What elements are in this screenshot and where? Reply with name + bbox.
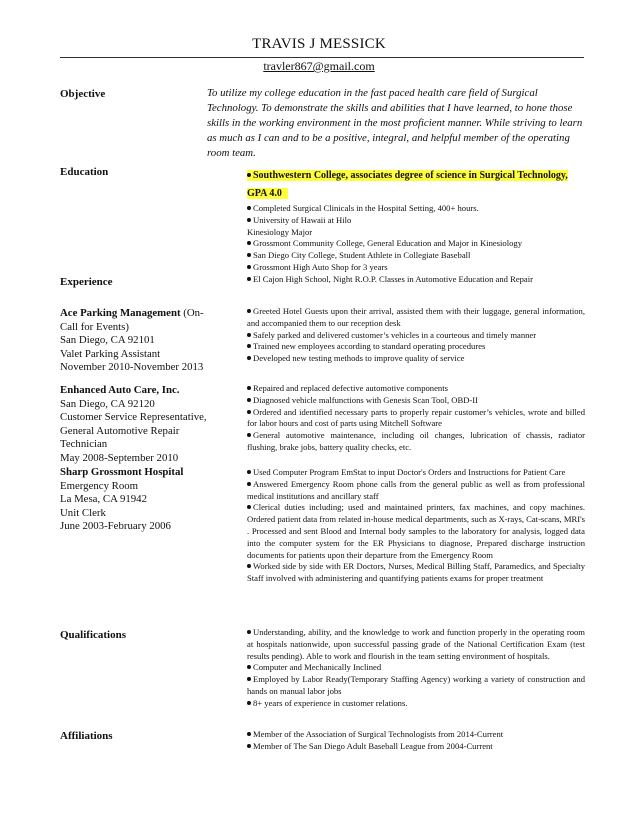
list-item: Grossmont Community College, General Education and Major in Kinesiology [247, 238, 585, 250]
objective-text: To utilize my college education in the fast paced health care field of Surgical Technology. To demonstrate the skills and abilities that I have learned, to hone those skills in the working environment in the most proficient manner. While striving to learn as much as I can and to be a positive, integral, and helpful member of the operating room team. [207, 87, 583, 159]
header-divider [60, 57, 584, 58]
bullet-icon [247, 309, 251, 313]
bullet-icon [247, 410, 251, 414]
bullet-icon [247, 398, 251, 402]
list-item: Ordered and identified necessary parts to properly repair customer’s vehicles, wrote and billed for labor hours and cost of parts using Mitchell Software [247, 406, 585, 429]
bullet-icon [247, 482, 251, 486]
list-item: Completed Surgical Clinicals in the Hospital Setting, 400+ hours. [247, 203, 585, 215]
highlight-text: Southwestern College, associates degree of science in Surgical Technology, GPA 4.0 [247, 170, 568, 199]
bullet-icon [247, 277, 251, 281]
list-item: Used Computer Program EmStat to input Doctor's Orders and Instructions for Patient Care [247, 467, 585, 479]
bullet-icon [247, 386, 251, 390]
company-name: Ace Parking Management [60, 307, 181, 319]
list-item: Answered Emergency Room phone calls from the general public as well as from professional medical institutions and ancillary staff [247, 478, 585, 501]
job-title: Unit Clerk [60, 506, 106, 519]
bullet-icon [247, 564, 251, 568]
company-name: Enhanced Auto Care, Inc. [60, 384, 180, 396]
experience-heading: Experience [60, 276, 113, 288]
job-enhanced-auto [60, 384, 210, 465]
job-sharp-duties [247, 467, 585, 585]
bullet-icon [247, 333, 251, 337]
list-item: Member of the Association of Surgical Technologists from 2014-Current [247, 729, 585, 741]
job-title: Valet Parking Assistant [60, 347, 161, 360]
job-ace-duties [247, 306, 585, 365]
job-sharp-grossmont [60, 466, 210, 534]
job-location: San Diego, CA 92101 [60, 334, 155, 346]
email-link[interactable]: travler867@gmail.com [263, 59, 375, 73]
bullet-icon [247, 433, 251, 437]
affiliations-heading: Affiliations [60, 730, 113, 742]
bullet-icon [247, 218, 251, 222]
bullet-icon [247, 470, 251, 474]
qualifications-heading: Qualifications [60, 629, 127, 641]
list-item: University of Hawaii at Hilo [247, 215, 585, 227]
bullet-icon [247, 744, 251, 748]
list-item: El Cajon High School, Night R.O.P. Classes in Automotive Education and Repair [247, 274, 585, 286]
job-dates: June 2003-February 2006 [60, 520, 171, 532]
bullet-icon [247, 206, 251, 210]
education-highlight [247, 165, 585, 201]
job-title: Customer Service Representative, General Automotive Repair Technician [60, 411, 207, 450]
list-item: General automotive maintenance, including oil changes, lubrication of chassis, radiator flushing, brake jobs, battery quality checks, etc. [247, 430, 585, 452]
bullet-icon [247, 630, 251, 634]
job-dates: May 2008-September 2010 [60, 451, 179, 464]
education-list [247, 203, 585, 286]
bullet-icon [247, 253, 251, 257]
bullet-icon [247, 173, 251, 177]
list-item: Safely parked and delivered customer’s vehicles in a courteous and timely manner [247, 330, 585, 342]
education-heading: Education [60, 166, 109, 178]
candidate-name: TRAVIS J MESSICK [252, 36, 386, 52]
list-item: Greeted Hotel Guests upon their arrival, assisted them with their luggage, general information, and accompanied them to our reception desk [247, 306, 585, 328]
list-item: Employed by Labor Ready(Temporary Staffing Agency) working a variety of construction and hands on manual labor jobs [247, 674, 585, 696]
bullet-icon [247, 356, 251, 360]
list-item: Diagnosed vehicle malfunctions with Genesis Scan Tool, OBD-II [247, 395, 585, 407]
list-item: Worked side by side with ER Doctors, Nurses, Medical Billing Staff, Paramedics, and Specialty Staff involved with administering and quantifying patients exams for proper treatment [247, 561, 585, 584]
job-dates: November 2010-November 2013 [60, 361, 204, 373]
list-item: Repaired and replaced defective automotive components [247, 383, 585, 395]
bullet-icon [247, 344, 251, 348]
job-enhanced-duties [247, 383, 585, 454]
list-item: Grossmont High Auto Shop for 3 years [247, 262, 585, 274]
list-item: Kinesiology Major [247, 226, 313, 237]
list-item: San Diego City College, Student Athlete in Collegiate Baseball [247, 250, 585, 262]
education-section [247, 165, 585, 286]
bullet-icon [247, 701, 251, 705]
company-note: (On-Call for Events) [60, 307, 204, 333]
bullet-icon [247, 241, 251, 245]
qualifications-section [247, 627, 585, 710]
list-item: Computer and Mechanically Inclined [247, 662, 585, 674]
job-department: Emergency Room [60, 479, 139, 492]
affiliations-section [247, 729, 585, 753]
objective-heading: Objective [60, 88, 106, 100]
list-item: Trained new employees according to standard operating procedures [247, 341, 585, 353]
bullet-icon [247, 732, 251, 736]
job-location: San Diego, CA 92120 [60, 397, 155, 410]
job-location: La Mesa, CA 91942 [60, 493, 147, 505]
job-ace-parking [60, 307, 210, 375]
list-item: Clerical duties including; used and maintained printers, fax machines, and copy machines. Ordered patient data from related in-house medical departments, such as X-rays, Cat-scans, MRI's . Processed and sent Blood and Internal body samples to the laboratory for analysis, logged data into the computer system for the ER Physicians to diagnose, Prepared discharge instruction documents for patients upon their departure from the Emergency Room [247, 502, 585, 560]
bullet-icon [247, 505, 251, 509]
bullet-icon [247, 265, 251, 269]
list-item: Understanding, ability, and the knowledge to work and function properly in the operating room at hospitals nationwide, upon successful passing grade of the National Certification Exam (test results pending). Able to work and flourish in the team setting environment of hospitals. [247, 627, 585, 661]
bullet-icon [247, 677, 251, 681]
bullet-icon [247, 665, 251, 669]
list-item: 8+ years of experience in customer relations. [247, 698, 585, 710]
list-item: Member of The San Diego Adult Baseball League from 2004-Current [247, 741, 585, 753]
list-item: Developed new testing methods to improve quality of service [247, 353, 585, 365]
company-name: Sharp Grossmont Hospital [60, 466, 184, 478]
